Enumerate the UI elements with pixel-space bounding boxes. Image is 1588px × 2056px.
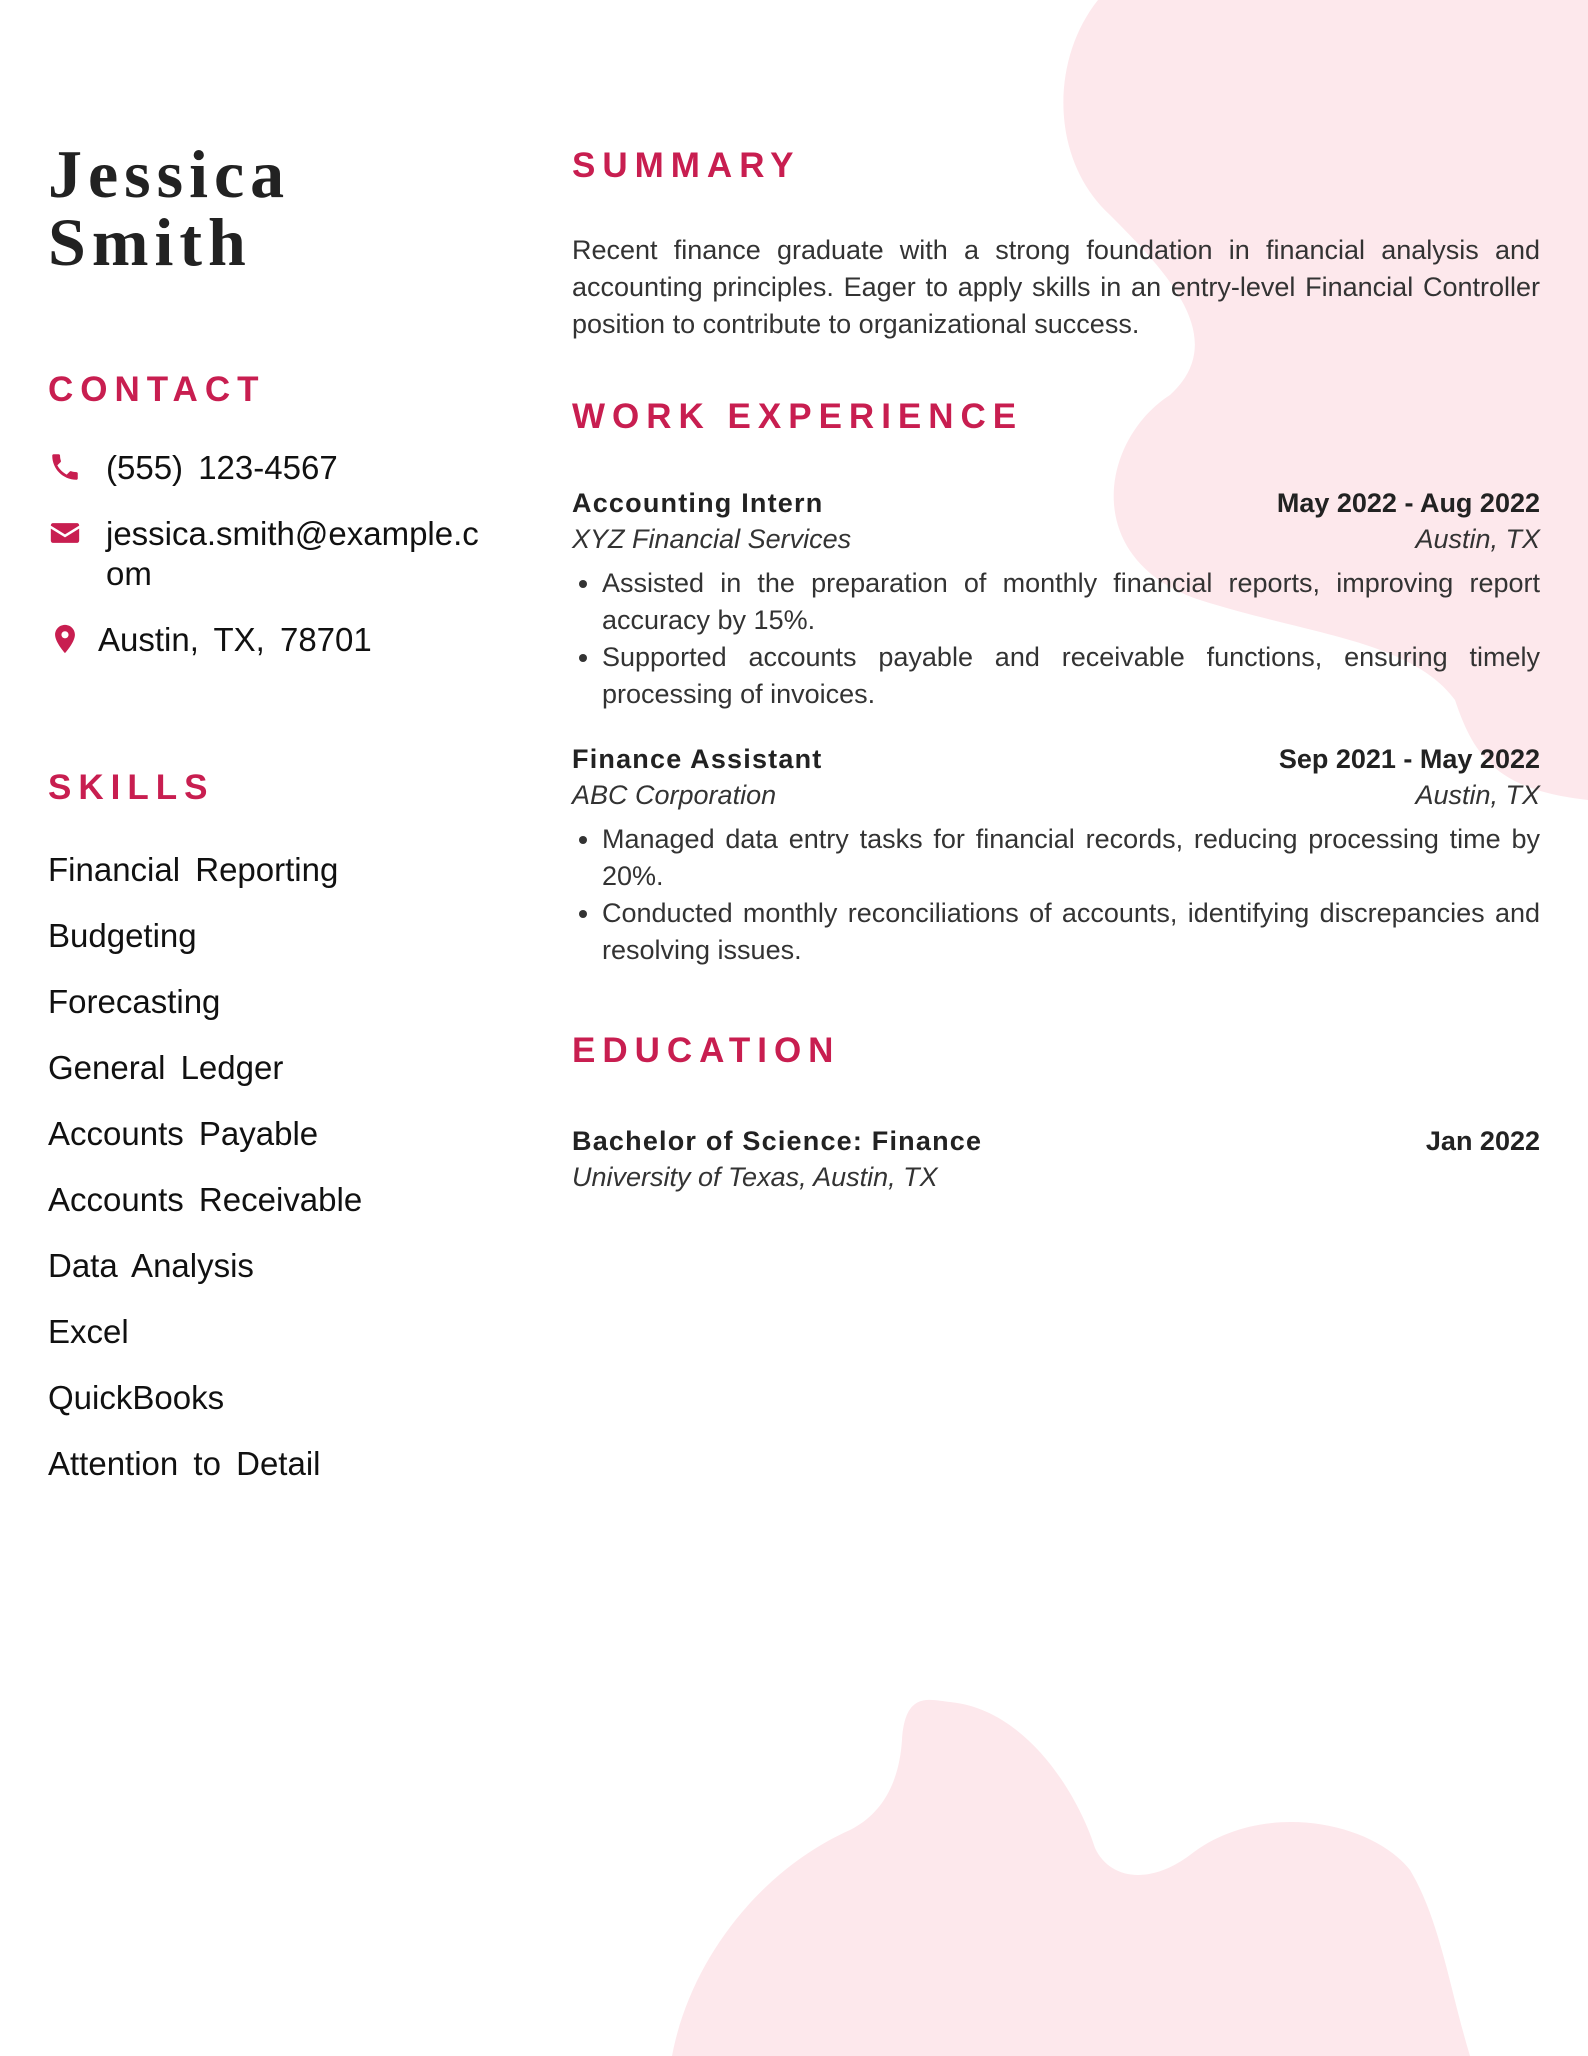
summary-section	[572, 146, 1540, 343]
job-bullets	[572, 565, 1540, 713]
candidate-name	[48, 136, 508, 280]
left-column	[48, 136, 508, 1510]
last-name: Smith	[48, 204, 252, 280]
skill-item: General Ledger	[48, 1049, 284, 1086]
skills-list	[48, 850, 508, 1484]
phone-icon	[48, 450, 82, 484]
degree: Bachelor of Science: Finance	[572, 1126, 983, 1156]
job-location: Austin, TX	[1415, 524, 1540, 554]
job-bullets	[572, 821, 1540, 969]
skills-section	[48, 768, 508, 1484]
phone-number: (555) 123-4567	[106, 449, 338, 486]
skills-heading: SKILLS	[48, 768, 215, 807]
job-bullet: • Conducted monthly reconciliations of accounts, identifying discrepancies and resolving issues.	[602, 895, 1540, 969]
skill-item: QuickBooks	[48, 1379, 225, 1416]
skill-item: Attention to Detail	[48, 1445, 321, 1482]
skill-item: Budgeting	[48, 917, 197, 954]
job-title: Finance Assistant	[572, 744, 823, 774]
contact-list	[48, 448, 508, 660]
contact-phone	[48, 448, 508, 488]
contact-section	[48, 370, 508, 660]
contact-location	[48, 620, 508, 660]
skill-item: Data Analysis	[48, 1247, 254, 1284]
skill-item: Forecasting	[48, 983, 221, 1020]
skill-item: Accounts Receivable	[48, 1181, 363, 1218]
location-text: Austin, TX, 78701	[98, 621, 372, 658]
skill-item: Excel	[48, 1313, 129, 1350]
job-entry	[572, 741, 1540, 969]
education-entry	[572, 1123, 1540, 1195]
contact-heading: CONTACT	[48, 370, 266, 409]
graduation-date: Jan 2022	[1425, 1126, 1540, 1156]
work-experience-section	[572, 397, 1540, 969]
skill-item: Accounts Payable	[48, 1115, 319, 1152]
work-experience-heading: WORK EXPERIENCE	[572, 397, 1024, 436]
education-section	[572, 1031, 1540, 1195]
job-company: XYZ Financial Services	[572, 524, 852, 554]
first-name: Jessica	[48, 136, 291, 212]
school: University of Texas, Austin, TX	[572, 1162, 938, 1192]
job-bullet: • Managed data entry tasks for financial records, reducing processing time by 20%.	[602, 821, 1540, 895]
job-bullet: • Assisted in the preparation of monthly financial reports, improving report accuracy by 15%.	[602, 565, 1540, 639]
contact-email	[48, 514, 508, 594]
map-pin-icon	[48, 622, 82, 656]
envelope-icon	[48, 516, 82, 550]
job-dates: May 2022 - Aug 2022	[1276, 488, 1540, 518]
summary-heading: SUMMARY	[572, 146, 801, 185]
email-address: jessica.smith@example.com	[106, 515, 479, 592]
job-dates: Sep 2021 - May 2022	[1278, 744, 1540, 774]
job-location: Austin, TX	[1415, 780, 1540, 810]
job-title: Accounting Intern	[572, 488, 824, 518]
job-bullet: • Supported accounts payable and receivable functions, ensuring timely processing of invoices.	[602, 639, 1540, 713]
summary-text: Recent finance graduate with a strong foundation in financial analysis and accounting principles. Eager to apply skills in an entry-level Financial Controller position to contribute to organizational success.	[572, 235, 1540, 339]
skill-item: Financial Reporting	[48, 851, 339, 888]
job-entry	[572, 485, 1540, 713]
right-column	[572, 146, 1540, 1195]
education-heading: EDUCATION	[572, 1031, 841, 1070]
job-company: ABC Corporation	[572, 780, 777, 810]
